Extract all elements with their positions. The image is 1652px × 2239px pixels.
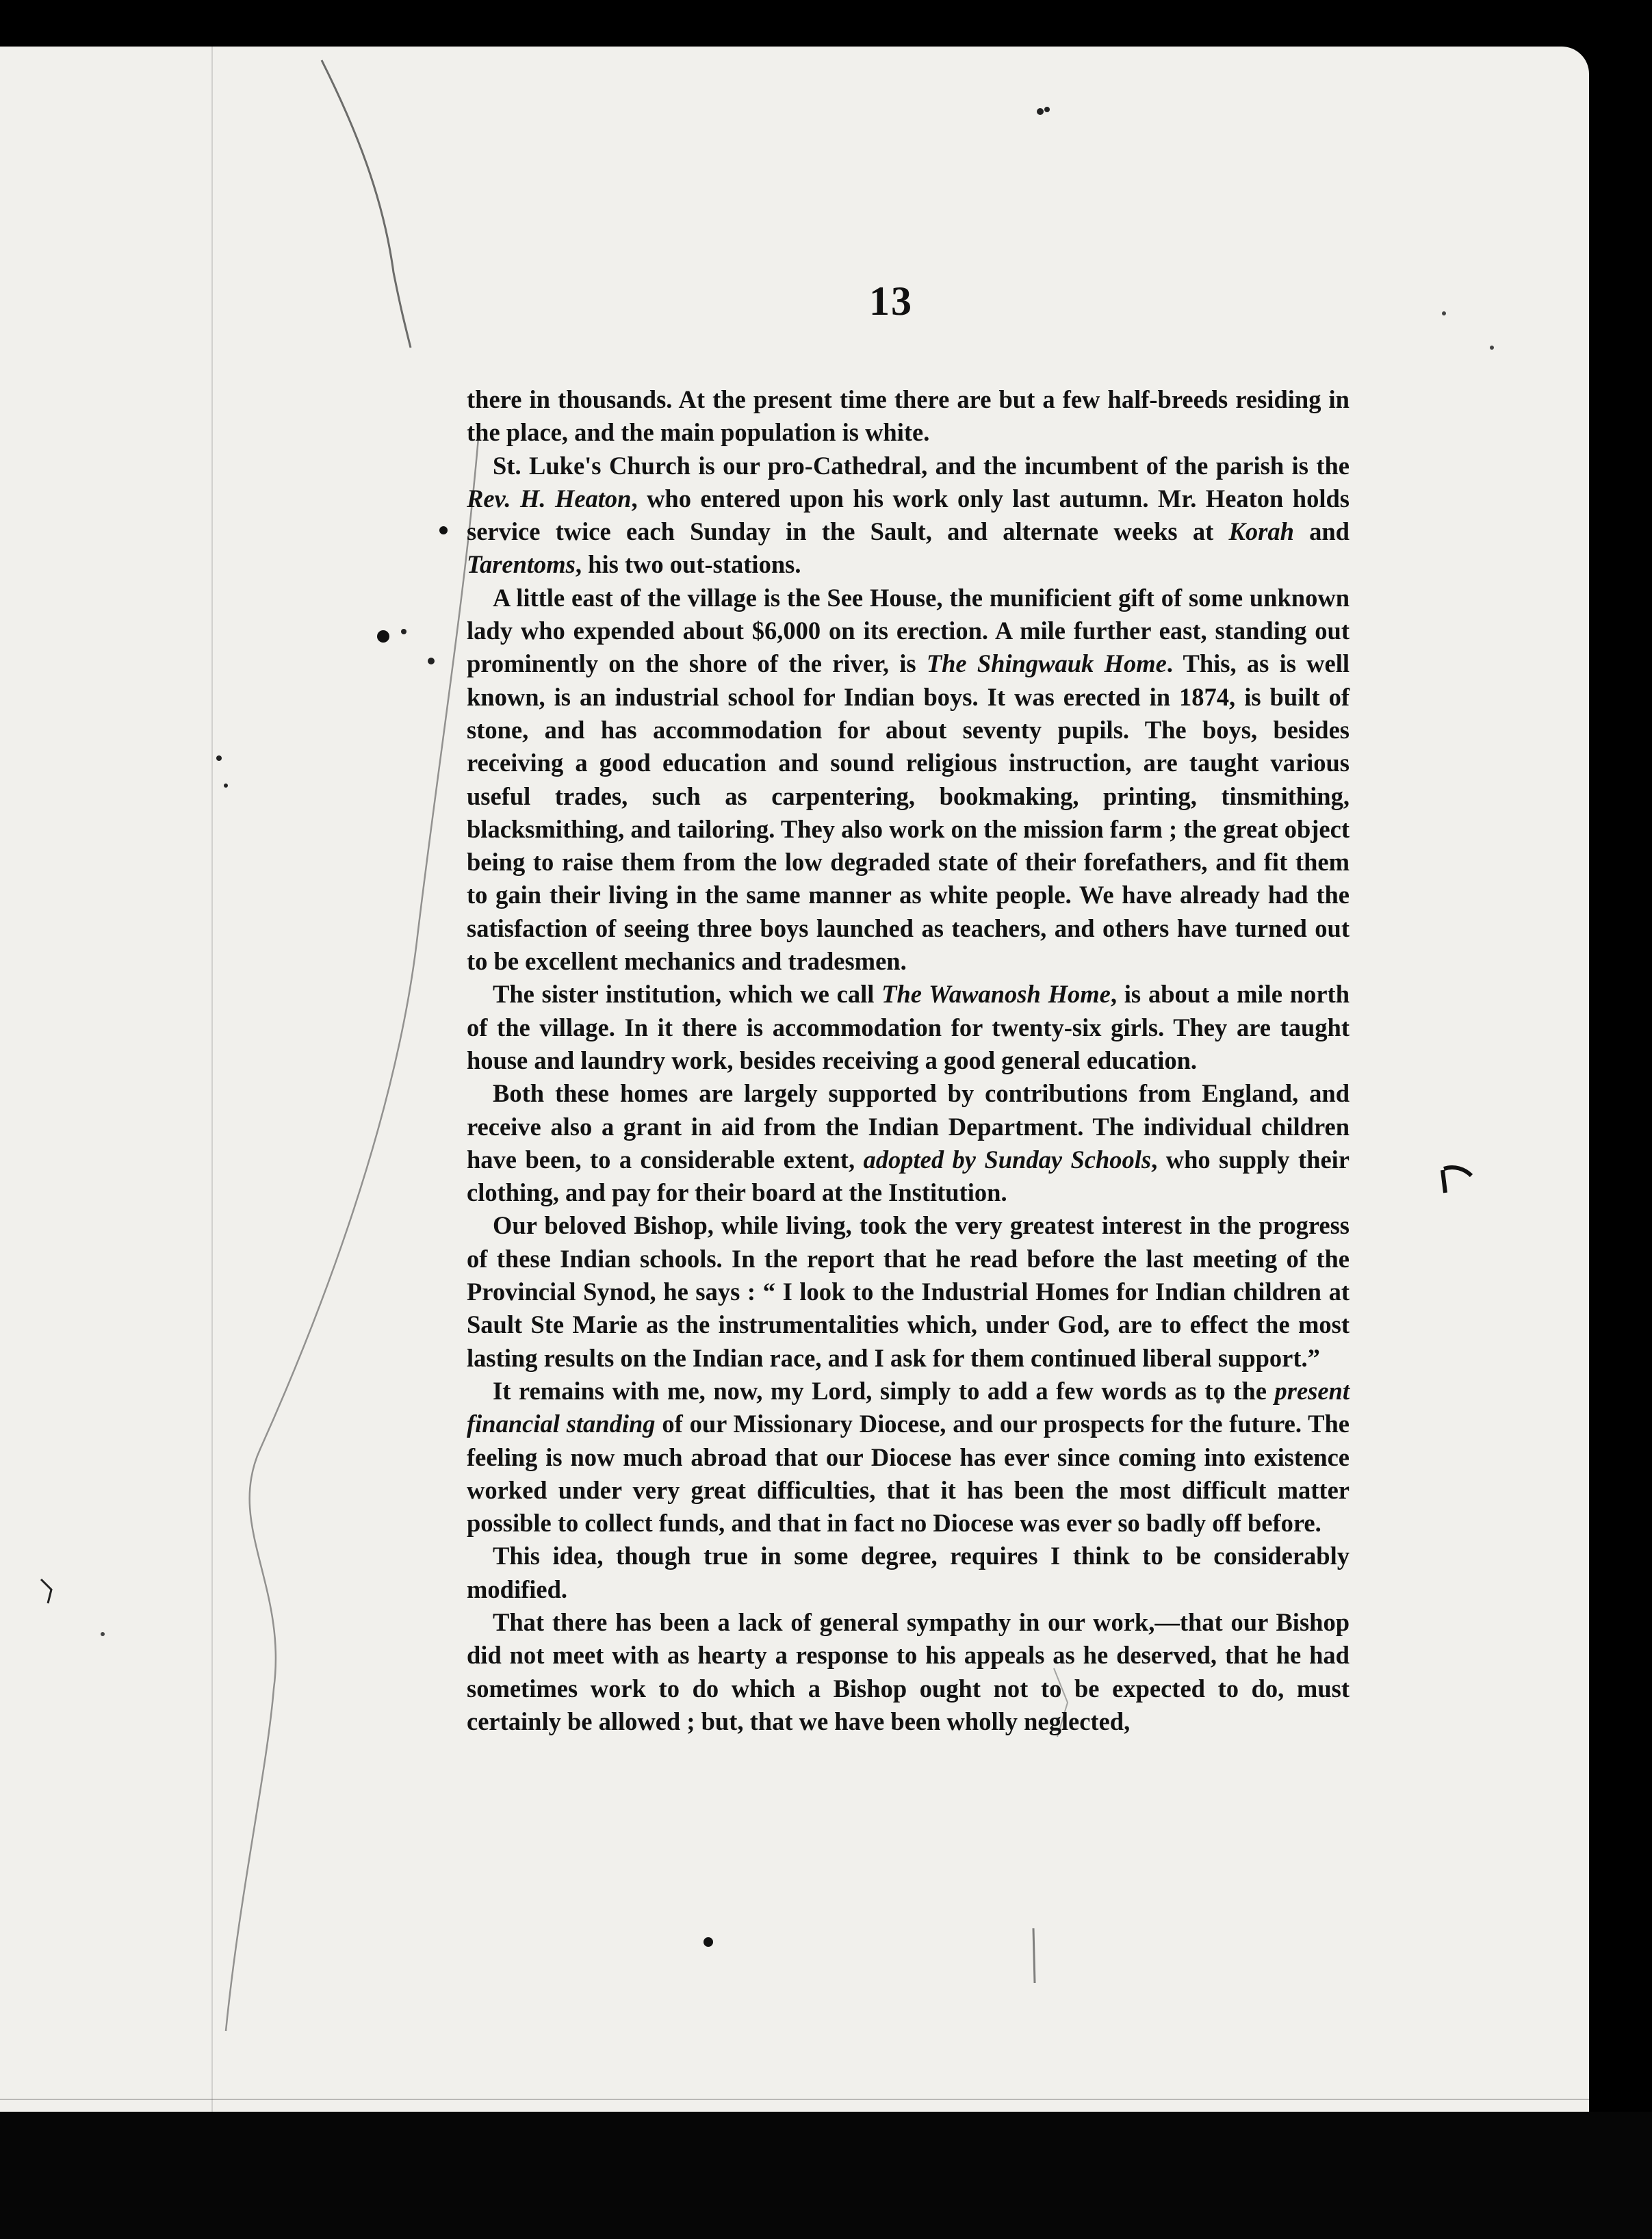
paragraph	[467, 1606, 1350, 1738]
text-run: Our beloved Bishop, while living, took the very greatest interest in the progress of these Indian schools. In the report that he read before the last meeting of the Provincial Synod, he says : “ I look to the Industrial Homes for Indian children at Sault Ste Marie as the instrumentalities which, under God, are to effect the most lasting results on the Indian race, and I ask for them continued liberal support.”	[467, 1211, 1350, 1372]
text-run: This idea, though true in some degree, requires I think to be considerably modified.	[467, 1542, 1350, 1603]
text-run: , who supply their clothing, and pay for their board at the Institution.	[467, 1145, 1350, 1207]
italic-phrase: The Wawanosh Home	[881, 980, 1111, 1009]
text-run: , his two out-stations.	[575, 550, 801, 579]
italic-phrase: The Shingwauk Home	[926, 649, 1167, 678]
text-run: St. Luke's Church is our pro-Cathedral, and the incumbent of the parish is the	[493, 451, 1350, 480]
text-run: , who entered upon his work only last autumn. Mr. Heaton holds service twice each Sunday in the Sault, and alternate weeks at	[467, 484, 1350, 546]
italic-phrase: Korah	[1228, 517, 1294, 546]
text-run: there in thousands. At the present time there are but a few half-breeds residing in the place, and the main population is white.	[467, 385, 1350, 447]
text-run: It remains with me, now, my Lord, simply to add a few words as to the	[493, 1376, 1275, 1405]
text-run: , is about a mile north of the village. In it there is accommodation for twenty-six girls. They are taught house and laundry work, besides receiving a good general education.	[467, 980, 1350, 1074]
document-page	[0, 47, 1589, 2151]
paragraph	[467, 978, 1350, 1077]
body-text	[467, 383, 1350, 1738]
text-run: . This, as is well known, is an industrial school for Indian boys. It was erected in 1874, is built of stone, and has accommodation for about seventy pupils. The boys, besides receiving a good education and sound religious instruction, are taught various useful trades, such as carpentering, bookmaking, printing, tinsmithing, blacksmithing, and tailoring. They also work on the mission farm ; the great object being to raise them from the low degraded state of their forefathers, and fit them to gain their living in the same manner as white people. We have already had the satisfaction of seeing three boys launched as teachers, and others have turned out to be excellent mechanics and tradesmen.	[467, 649, 1350, 976]
page-number: 13	[869, 279, 913, 324]
text-run: The sister institution, which we call	[493, 980, 882, 1009]
paragraph	[467, 1375, 1350, 1540]
scan-bottom-border	[0, 2112, 1652, 2239]
paragraph	[467, 383, 1350, 450]
italic-phrase: adopted by Sunday Schools	[863, 1145, 1152, 1174]
paragraph	[467, 450, 1350, 582]
italic-phrase: Rev. H. Heaton	[467, 484, 632, 513]
text-run: That there has been a lack of general sympathy in our work,—that our Bishop did not meet with as hearty a response to his appeals as he deserved, that he had sometimes work to do which a Bishop ought not to be expected to do, must certainly be allowed ; but, that we have been wholly neglected,	[467, 1607, 1350, 1735]
paragraph	[467, 582, 1350, 979]
text-run: A little east of the village is the See House, the munificient gift of some unknown lady who expended about $6,000 on its erection. A mile further east, standing out prominently on the shore of the river, is	[467, 583, 1350, 678]
text-run: Both these homes are largely supported by contributions from England, and receive also a grant in aid from the Indian Department. The individual children have been, to a considerable extent,	[467, 1079, 1350, 1174]
italic-phrase: Tarentoms	[467, 550, 576, 579]
text-run: and	[1293, 517, 1350, 546]
text-run: of our Missionary Diocese, and our prospects for the future. The feeling is now much abroad that our Diocese has ever since coming into existence worked under very great difficulties, that it has been the most difficult matter possible to collect funds, and that in fact no Diocese was ever so badly off before.	[467, 1410, 1350, 1538]
paragraph	[467, 1077, 1350, 1209]
paragraph	[467, 1540, 1350, 1606]
italic-phrase: present financial standing	[467, 1376, 1350, 1438]
paragraph	[467, 1209, 1350, 1374]
